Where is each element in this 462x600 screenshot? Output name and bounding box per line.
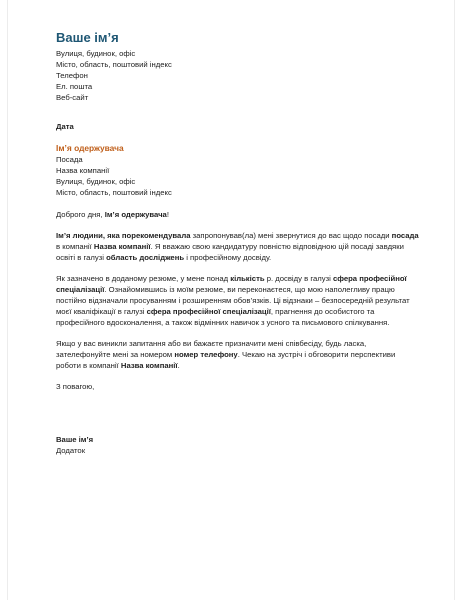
paragraph-text: . Ознайомившись із моїм резюме, ви переконаєтеся, що мою наполегливу працю постійно відзначали просуванням і розширенням обов’язків. Ці відзнаки – безпосередній результат моєї кваліфікації в галузі xyxy=(56,285,410,316)
recipient-street[interactable]: Вулиця, будинок, офіс xyxy=(56,177,136,186)
greeting[interactable] xyxy=(56,209,421,220)
enclosure[interactable]: Додаток xyxy=(56,446,86,455)
paragraph-text: Як зазначено в доданому резюме, у мене понад xyxy=(56,274,231,283)
closing[interactable]: З повагою, xyxy=(56,382,95,391)
specialization-placeholder[interactable]: сфера професійної спеціалізації xyxy=(56,274,407,294)
study-field-placeholder[interactable]: область досліджень xyxy=(106,253,185,262)
paragraph-text: і професійному досвіду. xyxy=(184,253,272,262)
sender-name[interactable]: Ваше ім’я xyxy=(56,30,119,45)
paragraph-text: . xyxy=(177,361,180,370)
sender-phone[interactable]: Телефон xyxy=(56,71,88,80)
referrer-name[interactable]: Ім’я людини, яка порекомендувала xyxy=(56,231,191,240)
recipient-position[interactable]: Посада xyxy=(56,155,83,164)
paragraph-text: . Чекаю на зустріч і обговорити перспективи роботи в компанії xyxy=(56,350,396,370)
recipient-company[interactable]: Назва компанії xyxy=(56,166,110,175)
paragraph-text: . Я вважаю свою кандидатуру повністю відповідною цій посаді завдяки освіті в галузі xyxy=(56,242,404,262)
greeting-text: Доброго дня, xyxy=(56,210,105,219)
greeting-end: ! xyxy=(166,210,169,219)
greeting-recipient-name[interactable]: Ім’я одержувача xyxy=(104,210,167,219)
position-placeholder[interactable]: посада xyxy=(391,231,419,240)
letter-body xyxy=(56,30,421,456)
years-placeholder[interactable]: кількість xyxy=(230,274,265,283)
paragraph-intro[interactable] xyxy=(56,230,421,263)
recipient-city[interactable]: Місто, область, поштовий індекс xyxy=(56,188,172,197)
paragraph-text: запропонував(ла) мені звернутися до вас щодо посади xyxy=(190,231,392,240)
sender-street[interactable]: Вулиця, будинок, офіс xyxy=(56,49,136,58)
company-placeholder[interactable]: Назва компанії xyxy=(93,242,151,251)
signature-name[interactable]: Ваше ім’я xyxy=(56,435,94,444)
spacer xyxy=(56,103,421,121)
paragraph-experience[interactable] xyxy=(56,273,421,328)
specialization-placeholder[interactable]: сфера професійної спеціалізації xyxy=(146,307,271,316)
sender-city[interactable]: Місто, область, поштовий індекс xyxy=(56,60,172,69)
paragraph-text: р. досвіду в галузі xyxy=(264,274,333,283)
sender-email[interactable]: Ел. пошта xyxy=(56,82,93,91)
document-page xyxy=(7,0,455,600)
paragraph-contact[interactable] xyxy=(56,338,421,371)
company-placeholder[interactable]: Назва компанії xyxy=(120,361,178,370)
paragraph-text: , прагнення до особистого та професійного вдосконалення, а також відмінних навичок з усного та письмового спілкування. xyxy=(56,307,390,327)
paragraph-text: в компанії xyxy=(56,242,94,251)
letter-date[interactable]: Дата xyxy=(56,122,74,131)
paragraph-text: Якщо у вас виникли запитання або ви бажаєте призначити мені співбесіду, будь ласка, зателефонуйте мені за номером xyxy=(56,339,367,359)
recipient-name[interactable]: Ім’я одержувача xyxy=(56,143,124,153)
recipient-block xyxy=(56,143,421,198)
sender-website[interactable]: Веб-сайт xyxy=(56,93,89,102)
phone-placeholder[interactable]: номер телефону xyxy=(174,350,238,359)
